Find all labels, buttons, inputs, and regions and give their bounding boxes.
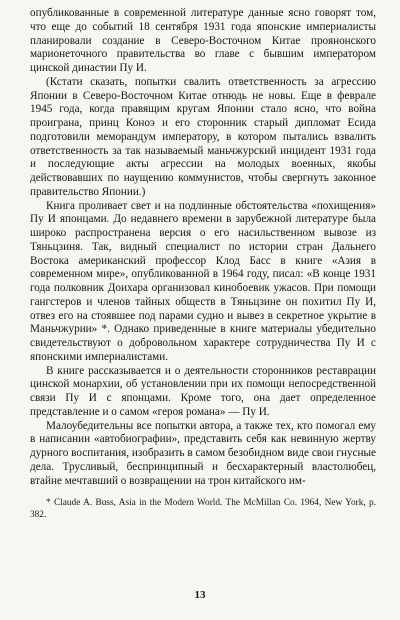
- body-text: [30, 7, 376, 488]
- page-number: 13: [194, 589, 206, 601]
- paragraph-2: (Кстати сказать, попытки свалить ответственность за агрессию Японии в Северо-Восточном Китае отнюдь не новы. Еще в феврале 1945 года, когда правящим кругам Японии стало ясно, что война проиграна, принц Коноэ и его сторонник старый дипломат Есида подготовили меморандум императору, в котором пытались взвалить ответственность за так называемый маньчжурский инцидент 1931 года и последующие акты агрессии на молодых военных, якобы действовавших по наущению коммунистов, чтобы свергнуть законное правительство Японии.): [30, 75, 376, 198]
- paragraph-3: Книга проливает свет и на подлинные обстоятельства «похищения» Пу И японцами. До недавнего времени в зарубежной литературе была широко распространена версия о его насильственном вывозе из Тяньцзиня. Так, видный специалист по истории стран Дальнего Востока американский профессор Клод Басс в книге «Азия в современном мире», опубликованной в 1964 году, писал: «В конце 1931 года полковник Доихара организовал кинобоевик ужасов. При помощи гангстеров и членов тайных обществ в Тяньцзине он похитил Пу И, отвез его на стоявшее под парами судно и вывез в секретное укрытие в Маньчжурии» *. Однако приведенные в книге материалы убедительно свидетельствуют о добровольном характере сотрудничества Пу И с японскими империалистами.: [30, 199, 376, 363]
- paragraph-1: опубликованные в современной литературе данные ясно говорят том, что еще до событий 18 сентября 1931 года японские империалисты планировали создание в Северо-Восточном Китае проянонского марионеточного правительства во главе с бывшим императором цинской династии Пу И.: [30, 7, 376, 74]
- paragraph-5: Малоубедительны все попытки автора, а также тех, кто помогал ему в написании «автобиографии», представить себя как невинную жертву дурного воспитания, изобразить в самом безобидном виде свои гнусные дела. Трусливый, беспринципный и бесхарактерный властолюбец, втайне мечтавший о возвращении на трон китайского им-: [30, 419, 376, 487]
- footnote: * Claude A. Buss, Asia in the Modern World. The McMillan Co. 1964, New York, p. 382.: [30, 498, 376, 521]
- paragraph-4: В книге рассказывается и о деятельности сторонников реставрации цинской монархии, об установлении при их помощи непосредственной связи Пу И с японцами. Кроме того, она дает определенное представление и о самом «героя романа» — Пу И.: [30, 364, 376, 418]
